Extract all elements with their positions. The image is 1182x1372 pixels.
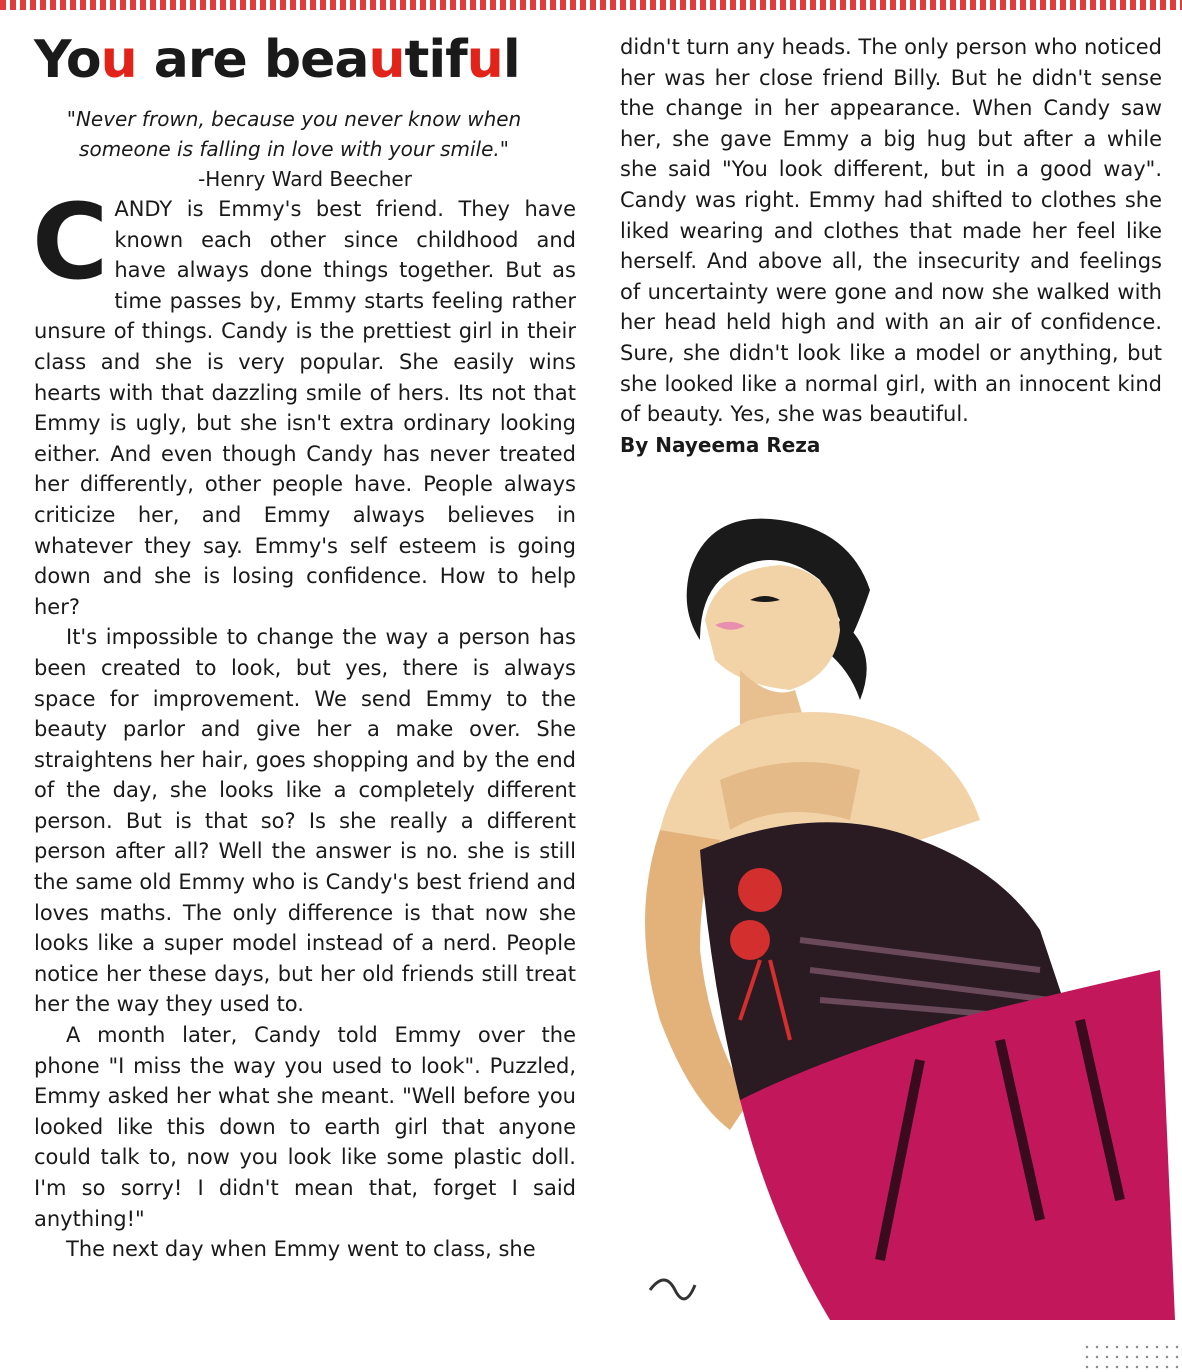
title-highlight-letter: u — [466, 30, 503, 90]
title-highlight-letter: u — [368, 30, 405, 90]
woman-illustration — [620, 500, 1175, 1320]
article-left-column — [34, 24, 576, 1265]
title-part: Yo — [34, 30, 101, 90]
byline: By Nayeema Reza — [620, 432, 821, 457]
title-part: tif — [404, 30, 467, 90]
article-paragraph-4-end: didn't turn any heads. The only person who noticed her was her close friend Billy. But he didn't sense the change in her appearance. When Candy saw her, she gave Emmy a big hug but after a while she said "You look different, but in a good way". Candy was right. Emmy had shifted to clothes she liked wearing and clothes that made her feel like herself. And above all, the insecurity and feelings of uncertainty were gone and now she walked with her head held high and with an air of confidence. Sure, she didn't look like a model or anything, but she looked like a normal girl, with an innocent kind of beauty. Yes, she was beautiful. — [620, 35, 1162, 427]
title-highlight-letter: u — [100, 30, 137, 90]
article-paragraph-1 — [32, 181, 576, 622]
rose-shape — [738, 868, 782, 912]
article-paragraph-2: It's impossible to change the way a person has been created to look, but yes, there is always space for improvement. We send Emmy to the beauty parlor and give her a make over. She straightens her hair, goes shopping and by the end of the day, she looks like a completely different person. But is that so? Is she really a different person after all? Well the answer is no. she is still the same old Emmy who is Candy's best friend and loves maths. The only difference is that now she looks like a super model instead of a nerd. People notice her these days, but her old friends still treat her the way they used to. — [34, 625, 576, 1017]
rose-shape — [730, 920, 770, 960]
article-paragraph-4-start: The next day when Emmy went to class, she — [66, 1237, 536, 1262]
drop-cap: C — [32, 181, 109, 303]
corner-dot-pattern — [1082, 1342, 1182, 1372]
title-part: l — [502, 30, 520, 90]
article-right-column — [620, 32, 1162, 460]
top-dotted-rule — [0, 0, 1182, 10]
epigraph-quote: "Never frown, because you never know when someone is falling in love with your smile." — [66, 107, 522, 161]
artist-signature — [650, 1280, 695, 1299]
article-title — [34, 24, 576, 96]
paragraph-1-text: ANDY is Emmy's best friend. They have known each other since childhood and have always done things together. But as time passes by, Emmy starts feeling rather unsure of things. Candy is the prettiest girl in their class and she is very popular. She easily wins hearts with that dazzling smile of hers. Its not that Emmy is ugly, but she isn't extra ordinary looking either. And even though Candy has never treated her differently, other people have. People always criticize her, and Emmy always believes in whatever they say. Emmy's self esteem is going down and she is losing confidence. How to help her? — [34, 197, 576, 619]
title-part: are bea — [136, 30, 369, 90]
epigraph-author: -Henry Ward Beecher — [198, 167, 412, 191]
article-paragraph-3: A month later, Candy told Emmy over the phone "I miss the way you used to look". Puzzled, Emmy asked her what she meant. "Well before you looked like this down to earth girl that anyone could talk to, now you look like some plastic doll. I'm so sorry! I didn't mean that, forget I said anything!" — [34, 1023, 576, 1231]
